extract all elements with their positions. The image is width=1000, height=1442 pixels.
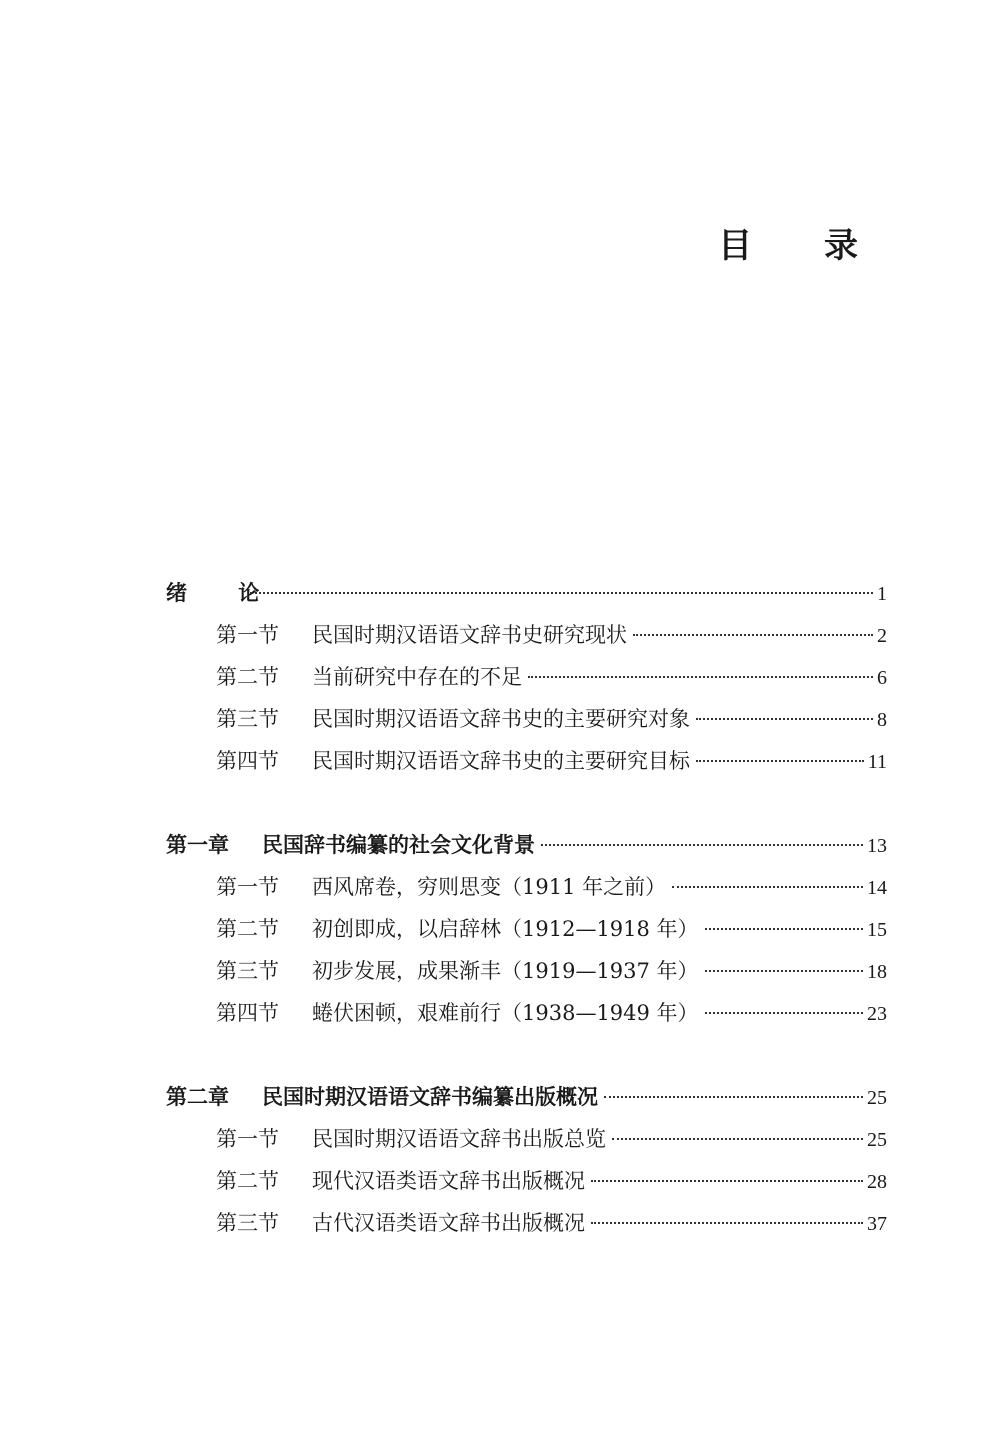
section-number: 第三节 <box>216 1211 279 1235</box>
toc-chapter-row[interactable] <box>166 572 887 614</box>
page-number: 14 <box>867 877 887 899</box>
section-number: 第三节 <box>216 959 279 983</box>
section-title: 民国时期汉语语文辞书史的主要研究对象 <box>312 707 690 731</box>
page-number: 6 <box>877 667 887 689</box>
toc-section-row[interactable] <box>166 908 887 950</box>
dot-leader <box>705 928 863 930</box>
toc-group-chapter-2 <box>166 1076 887 1244</box>
section-title: 初步发展，成果渐丰（1919—1937 年） <box>312 959 699 983</box>
chapter-number: 第二章 <box>166 1085 229 1109</box>
chapter-number: 第一章 <box>166 833 229 857</box>
section-number: 第四节 <box>216 749 279 773</box>
toc-chapter-row[interactable] <box>166 1076 887 1118</box>
section-title: 西风席卷，穷则思变（1911 年之前） <box>312 875 667 899</box>
page-number: 11 <box>867 751 887 773</box>
section-title: 蜷伏困顿，艰难前行（1938—1949 年） <box>312 1001 699 1025</box>
dot-leader <box>591 1222 863 1224</box>
section-number: 第三节 <box>216 707 279 731</box>
dot-leader <box>591 1180 863 1182</box>
toc-section-row[interactable] <box>166 740 887 782</box>
section-title: 民国时期汉语语文辞书史研究现状 <box>312 623 627 647</box>
table-of-contents <box>166 572 887 1286</box>
chapter-title: 民国时期汉语语文辞书编纂出版概况 <box>262 1085 598 1109</box>
section-number: 第二节 <box>216 665 279 689</box>
dot-leader <box>696 718 873 720</box>
dot-leader <box>705 1012 863 1014</box>
section-title: 现代汉语类语文辞书出版概况 <box>312 1169 585 1193</box>
dot-leader <box>604 1096 863 1098</box>
toc-section-row[interactable] <box>166 614 887 656</box>
toc-section-row[interactable] <box>166 1160 887 1202</box>
dot-leader <box>633 634 873 636</box>
section-number: 第一节 <box>216 1127 279 1151</box>
dot-leader <box>612 1138 863 1140</box>
dot-leader <box>672 886 863 888</box>
toc-group-chapter-1 <box>166 824 887 1034</box>
section-number: 第一节 <box>216 623 279 647</box>
section-number: 第二节 <box>216 917 279 941</box>
dot-leader <box>250 592 873 594</box>
chapter-number: 绪 论 <box>166 581 282 605</box>
page-number: 18 <box>867 961 887 983</box>
toc-group-introduction <box>166 572 887 782</box>
page-number: 28 <box>867 1171 887 1193</box>
page-number: 1 <box>877 583 887 605</box>
page-number: 23 <box>867 1003 887 1025</box>
toc-section-row[interactable] <box>166 698 887 740</box>
toc-section-row[interactable] <box>166 992 887 1034</box>
page-number: 15 <box>867 919 887 941</box>
chapter-title: 民国辞书编纂的社会文化背景 <box>262 833 535 857</box>
page-number: 25 <box>867 1129 887 1151</box>
dot-leader <box>705 970 863 972</box>
dot-leader <box>528 676 873 678</box>
toc-section-row[interactable] <box>166 656 887 698</box>
page-number: 13 <box>867 835 887 857</box>
section-number: 第四节 <box>216 1001 279 1025</box>
section-title: 当前研究中存在的不足 <box>312 665 522 689</box>
section-number: 第一节 <box>216 875 279 899</box>
toc-chapter-row[interactable] <box>166 824 887 866</box>
page-number: 25 <box>867 1087 887 1109</box>
toc-section-row[interactable] <box>166 1118 887 1160</box>
section-title: 古代汉语类语文辞书出版概况 <box>312 1211 585 1235</box>
page-title: 目 录 <box>718 226 888 266</box>
page-number: 2 <box>877 625 887 647</box>
section-title: 民国时期汉语语文辞书出版总览 <box>312 1127 606 1151</box>
toc-section-row[interactable] <box>166 1202 887 1244</box>
section-title: 初创即成，以启辞林（1912—1918 年） <box>312 917 699 941</box>
page-number: 37 <box>867 1213 887 1235</box>
page-number: 8 <box>877 709 887 731</box>
dot-leader <box>696 760 864 762</box>
section-number: 第二节 <box>216 1169 279 1193</box>
toc-section-row[interactable] <box>166 866 887 908</box>
dot-leader <box>541 844 863 846</box>
toc-section-row[interactable] <box>166 950 887 992</box>
section-title: 民国时期汉语语文辞书史的主要研究目标 <box>312 749 690 773</box>
